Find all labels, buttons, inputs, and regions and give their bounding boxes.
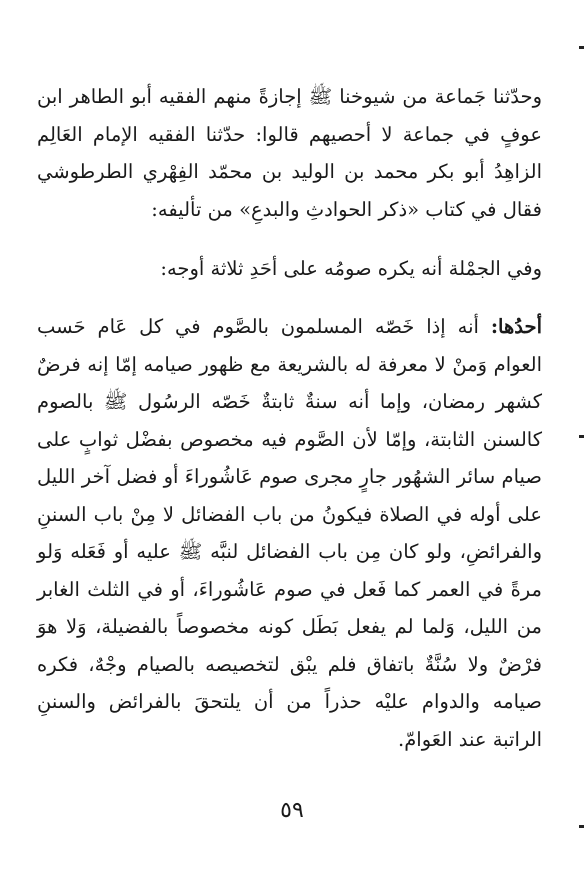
margin-tick-mark [579,435,584,438]
page-number: ٥٩ [280,798,304,823]
paragraph-first-reason [37,308,542,758]
paragraph-lead-word: أحدُها: [490,315,542,338]
paragraph-summary [37,250,542,288]
paragraph-text: وحدّثنا جَماعة من شيوخنا ﷺ إجازةً منهم الفقيه أبو الطاهر ابن عوفٍ في جماعة لا أحصيهم قالوا: حدّثنا الفقيه الإمام العَالِم الزاهِدُ أبو بكر محمد بن الوليد بن محمّد الفِهْري الطرطوشي فقال في كتاب «ذكر الحوادثِ والبدعِ» من تأليفه: [37,85,542,221]
paragraph-text: وفي الجمْلة أنه يكره صومُه على أحَدِ ثلاثة أوجه: [160,257,542,280]
margin-tick-mark [579,46,584,49]
margin-tick-mark [579,825,584,828]
paragraph-text: أنه إذا خَصّه المسلمون بالصَّوم في كل عَام حَسب العوام وَمنْ لا معرفة له بالشريعة مع ظهور صيامه إمّا إنه فرضٌ كشهر رمضان، وإما أنه سنةٌ ثابتةٌ خَصّه الرسُول ﷺ بالصوم كالسنن الثابتة، وإمّا لأن الصَّوم فيه مخصوص بفضْل ثوابٍ على صيام سائر الشهُور جارٍ مجرى صوم عَاشُوراءَ أو فضل آخر الليل على أوله في الصلاة فيكونُ من باب الفضائل لا مِنْ باب السننِ والفرائضِ، ولو كان مِن باب الفضائل لنبَّه ﷺ عليه أو فَعَله وَلو مرةً في العمر كما فَعل في صوم عَاشُوراءَ، أو في الثلث الغابر من الليل، وَلما لم يفعل بَطَل كونه مخصوصاً بالفضيلة، وَلا هوَ فرْضٌ ولا سُنَّةٌ باتفاق فلم يبْق لتخصيصه بالصيام وجْهٌ، فكره صيامه والدوام عليْه حذراً من أن يلتحقَ بالفرائض والسننِ الراتبة عند العَوامّ. [37,315,542,751]
paragraph-isnad [37,78,542,228]
